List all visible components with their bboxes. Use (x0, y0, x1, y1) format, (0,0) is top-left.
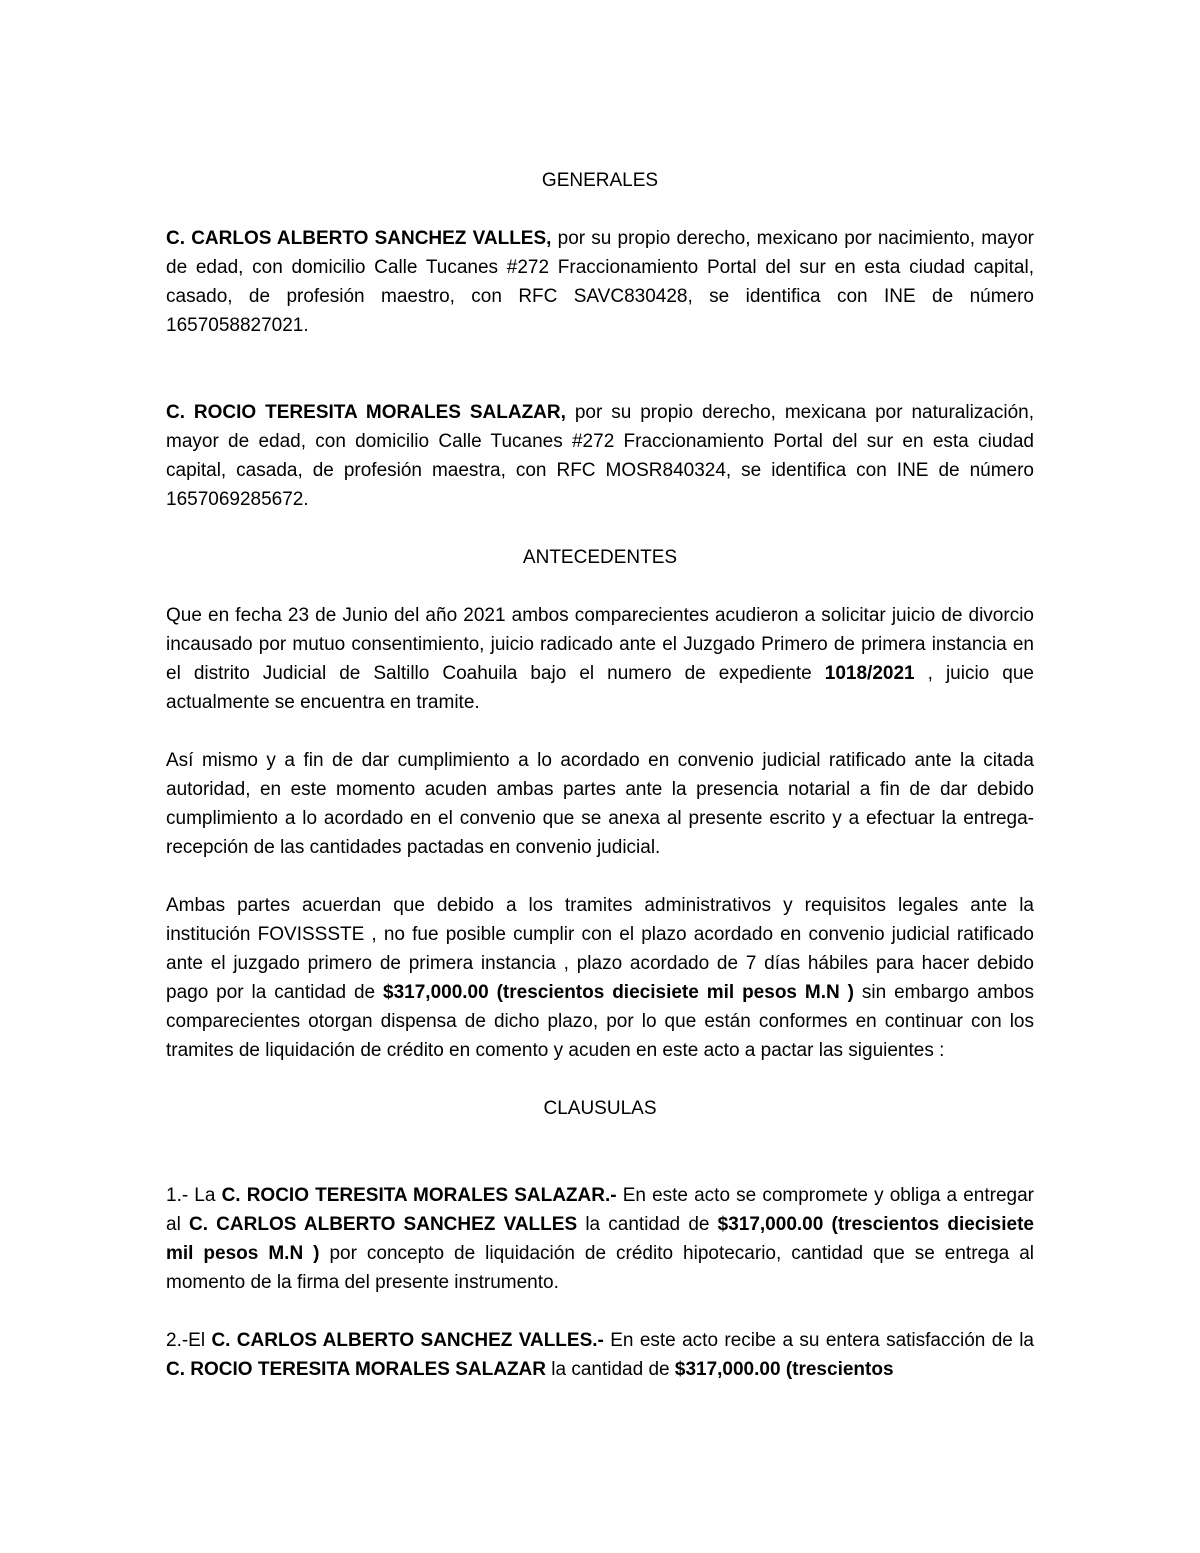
party1-paragraph (166, 224, 1034, 340)
clausula2-amount: $317,000.00 (trescientos (674, 1359, 894, 1380)
heading-generales: GENERALES (541, 170, 659, 191)
party2-text: por su propio derecho, mexicana por naturalización, mayor de edad, con domicilio Calle Tucanes #272 Fraccionamiento Portal del sur en esta ciudad capital, casada, de profesión maestra, con RFC MOSR840324, se identifica con INE de número 1657069285672. (166, 402, 1035, 510)
heading-clausulas: CLAUSULAS (543, 1098, 657, 1119)
spacer (166, 717, 1034, 746)
clausula1-text-a: En este acto se compromete y obliga a entregar al (166, 1185, 1034, 1235)
antecedente1-text-b: , juicio que actualmente se encuentra en tramite. (166, 663, 1034, 713)
clausula1-text-c: por concepto de liquidación de crédito hipotecario, cantidad que se entrega al momento de la firma del presente instrumento. (166, 1243, 1035, 1293)
spacer (166, 340, 1034, 398)
spacer (166, 1123, 1034, 1181)
antecedente3-text-b: sin embargo ambos comparecientes otorgan dispensa de dicho plazo, por lo que están conformes en continuar con los tramites de liquidación de crédito en comento y acuden en este acto a pactar las siguientes : (166, 982, 1034, 1061)
antecedente3-text-a: Ambas partes acuerdan que debido a los tramites administrativos y requisitos legales ante la institución FOVISSSTE , no fue posible cumplir con el plazo acordado en convenio judicial ratificado ante el juzgado primero de primera instancia , plazo acordado de 7 días hábiles para hacer debido pago por la cantidad de (166, 895, 1034, 1003)
antecedente1-text-a: Que en fecha 23 de Junio del año 2021 ambos comparecientes acudieron a solicitar juicio de divorcio incausado por mutuo consentimiento, juicio radicado ante el Juzgado Primero de primera instancia en el distrito Judicial de Saltillo Coahuila bajo el numero de expediente (166, 605, 1034, 684)
clausula2-prefix: 2.-El (166, 1330, 212, 1351)
clausula1-paragraph (166, 1181, 1034, 1297)
clausula2-paragraph (166, 1326, 1034, 1384)
party2-paragraph (166, 398, 1034, 514)
clausula1-text-b: la cantidad de (577, 1214, 718, 1235)
clausula1-name-b: C. CARLOS ALBERTO SANCHEZ VALLES (188, 1214, 578, 1235)
clausula2-name-b: C. ROCIO TERESITA MORALES SALAZAR (166, 1359, 546, 1380)
antecedente1-paragraph (166, 601, 1034, 717)
party2-name: C. ROCIO TERESITA MORALES SALAZAR, (166, 402, 566, 423)
document-page (166, 166, 1034, 1384)
heading-antecedentes: ANTECEDENTES (522, 547, 678, 568)
antecedente3-paragraph (166, 891, 1034, 1065)
party1-text: por su propio derecho, mexicano por nacimiento, mayor de edad, con domicilio Calle Tucanes #272 Fraccionamiento Portal del sur en esta ciudad capital, casado, de profesión maestro, con RFC SAVC830428, se identifica con INE de número 1657058827021. (166, 228, 1034, 336)
antecedente2-paragraph: Así mismo y a fin de dar cumplimiento a lo acordado en convenio judicial ratificado ante la citada autoridad, en este momento acuden ambas partes ante la presencia notarial a fin de dar debido cumplimiento a lo acordado en el convenio que se anexa al presente escrito y a efectuar la entrega-recepción de las cantidades pactadas en convenio judicial. (166, 750, 1034, 858)
clausula2-text-a: En este acto recibe a su entera satisfacción de la (603, 1330, 1034, 1351)
spacer (166, 572, 1034, 601)
clausula1-amount: $317,000.00 (trescientos diecisiete mil pesos M.N ) (166, 1214, 1034, 1264)
clausula1-prefix: 1.- La (166, 1185, 222, 1206)
expediente-number: 1018/2021 (824, 663, 915, 684)
spacer (166, 514, 1034, 543)
party1-name: C. CARLOS ALBERTO SANCHEZ VALLES, (166, 228, 552, 249)
spacer (166, 1297, 1034, 1326)
clausula1-name-a: C. ROCIO TERESITA MORALES SALAZAR.- (221, 1185, 617, 1206)
spacer (166, 1065, 1034, 1094)
spacer (166, 862, 1034, 891)
spacer (166, 195, 1034, 224)
clausula2-name-a: C. CARLOS ALBERTO SANCHEZ VALLES.- (211, 1330, 604, 1351)
amount-text: $317,000.00 (trescientos diecisiete mil pesos M.N ) (383, 982, 854, 1003)
clausula2-text-b: la cantidad de (546, 1359, 675, 1380)
